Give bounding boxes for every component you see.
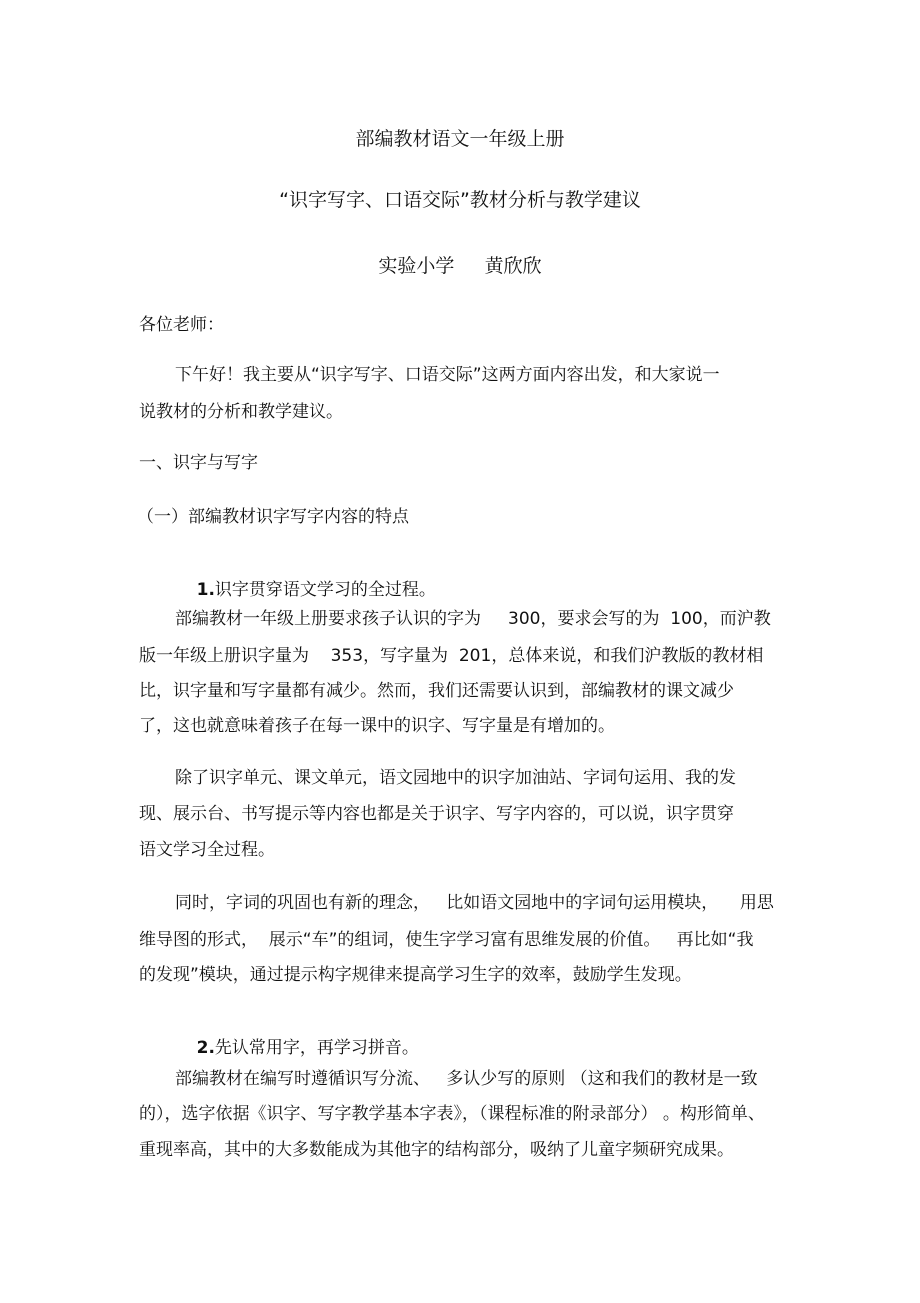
- para-2-line-3: 语文学习全过程。: [139, 840, 275, 860]
- document-title: 部编教材语文一年级上册: [355, 128, 565, 150]
- intro-line-1: 下午好！我主要从“识字写字、口语交际”这两方面内容出发，和大家说一: [175, 365, 720, 385]
- subsection-heading: （一）部编教材识字写字内容的特点: [137, 507, 409, 527]
- para-4-line-2: 的），选字依据《识字、写字教学基本字表》，（课程标准的附录部分） 。构形简单、: [139, 1104, 765, 1124]
- para-4-line-3: 重现率高，其中的大多数能成为其他字的结构部分，吸纳了儿童字频研究成果。: [139, 1140, 734, 1160]
- point-1-text: 识字贯穿语文学习的全过程。: [214, 580, 436, 600]
- point-1-number: 1.: [196, 580, 215, 600]
- greeting: 各位老师：: [139, 315, 224, 335]
- para-1-line-2: 版一年级上册识字量为 353，写字量为 201，总体来说，和我们沪教版的教材相: [139, 646, 764, 666]
- document-subtitle: “识字写字、口语交际”教材分析与教学建议: [279, 189, 641, 211]
- para-1-line-3: 比，识字量和写字量都有减少。然而，我们还需要认识到，部编教材的课文减少: [139, 681, 734, 701]
- para-1-line-4: 了，这也就意味着孩子在每一课中的识字、写字量是有增加的。: [139, 716, 615, 736]
- intro-line-2: 说教材的分析和教学建议。: [139, 402, 343, 422]
- para-3-line-3: 的发现”模块，通过提示构字规律来提高学习生字的效率，鼓励学生发现。: [139, 965, 692, 985]
- para-2-line-2: 现、展示台、书写提示等内容也都是关于识字、写字内容的，可以说，识字贯穿: [139, 804, 734, 824]
- para-3-line-1: 同时，字词的巩固也有新的理念， 比如语文园地中的字词句运用模块， 用思: [175, 893, 774, 913]
- point-2-text: 先认常用字，再学习拼音。: [214, 1038, 419, 1058]
- para-1-line-1: 部编教材一年级上册要求孩子认识的字为 300，要求会写的为 100，而沪教: [175, 609, 771, 629]
- para-3-line-2: 维导图的形式， 展示“车”的组词，使生字学习富有思维发展的价值。 再比如“我: [139, 930, 754, 950]
- para-4-line-1: 部编教材在编写时遵循识写分流、 多认少写的原则 （这和我们的教材是一致: [175, 1069, 758, 1089]
- author-line: 实验小学 黄欣欣: [378, 255, 542, 277]
- point-2-number: 2.: [196, 1038, 215, 1058]
- para-2-line-1: 除了识字单元、课文单元，语文园地中的识字加油站、字词句运用、我的发: [175, 768, 736, 788]
- section-heading: 一、识字与写字: [139, 453, 258, 473]
